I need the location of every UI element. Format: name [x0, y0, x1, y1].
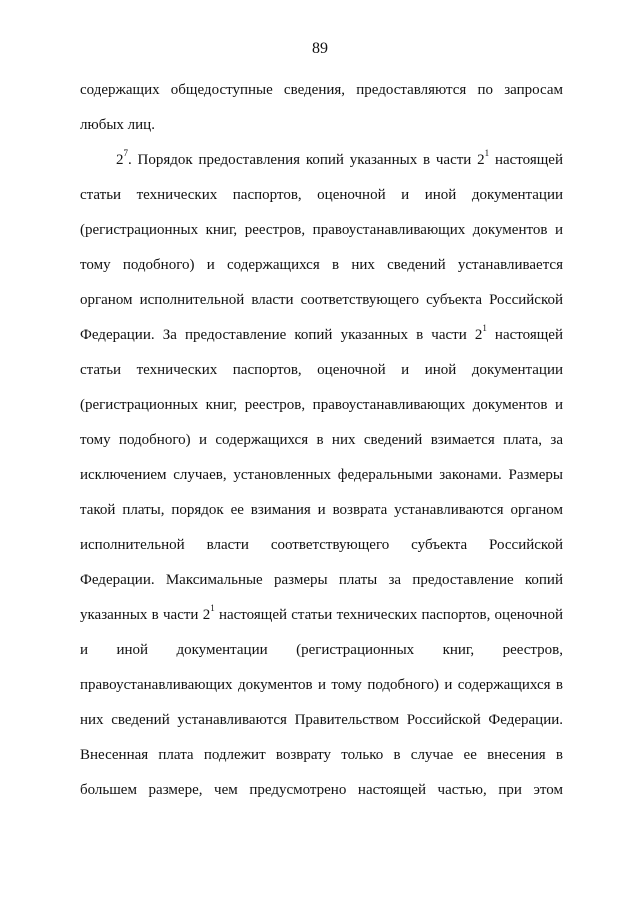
text-line: статьи технических паспортов, оценочной и иной документации — [80, 187, 563, 203]
text-line: $2^7$. Порядок предоставления копий указанных в части $2^1$ настоящей — [116, 148, 563, 168]
superscript: 7 — [123, 148, 128, 158]
page-number: 89 — [312, 40, 328, 57]
text-line: Федерации. Максимальные размеры платы за предоставление копий — [80, 572, 563, 588]
text-line: такой платы, порядок ее взимания и возврата устанавливаются органом — [80, 502, 563, 518]
text-line: большем размере, чем предусмотрено настоящей частью, при этом — [80, 782, 563, 798]
text-line: любых лиц. — [80, 117, 155, 133]
text-line: указанных в части $2^1$ настоящей статьи технических паспортов, оценочной — [80, 603, 563, 623]
text-line: тому подобного) и содержащихся в них сведений взимается плата, за — [80, 432, 563, 448]
text-line: органом исполнительной власти соответствующего субъекта Российской — [80, 292, 563, 308]
text-line: тому подобного) и содержащихся в них сведений устанавливается — [80, 257, 563, 273]
text-line: исполнительной власти соответствующего субъекта Российской — [80, 537, 563, 553]
text-line: Внесенная плата подлежит возврату только в случае ее внесения в — [80, 747, 563, 763]
superscript: 1 — [210, 603, 215, 613]
superscript: 1 — [484, 148, 490, 158]
text-line: статьи технических паспортов, оценочной и иной документации — [80, 362, 563, 378]
text-line: (регистрационных книг, реестров, правоустанавливающих документов и — [80, 222, 563, 238]
text-line: и иной документации (регистрационных книг, реестров, — [80, 642, 563, 658]
text-line: (регистрационных книг, реестров, правоустанавливающих документов и — [80, 397, 563, 413]
text-line: исключением случаев, установленных федеральными законами. Размеры — [80, 467, 563, 483]
superscript: 1 — [482, 323, 487, 333]
text-line: Федерации. За предоставление копий указанных в части $2^1$ настоящей — [80, 323, 563, 343]
text-line: содержащих общедоступные сведения, предоставляются по запросам — [80, 82, 563, 98]
text-line: них сведений устанавливаются Правительством Российской Федерации. — [80, 712, 563, 728]
text-line: правоустанавливающих документов и тому подобного) и содержащихся в — [80, 677, 563, 693]
